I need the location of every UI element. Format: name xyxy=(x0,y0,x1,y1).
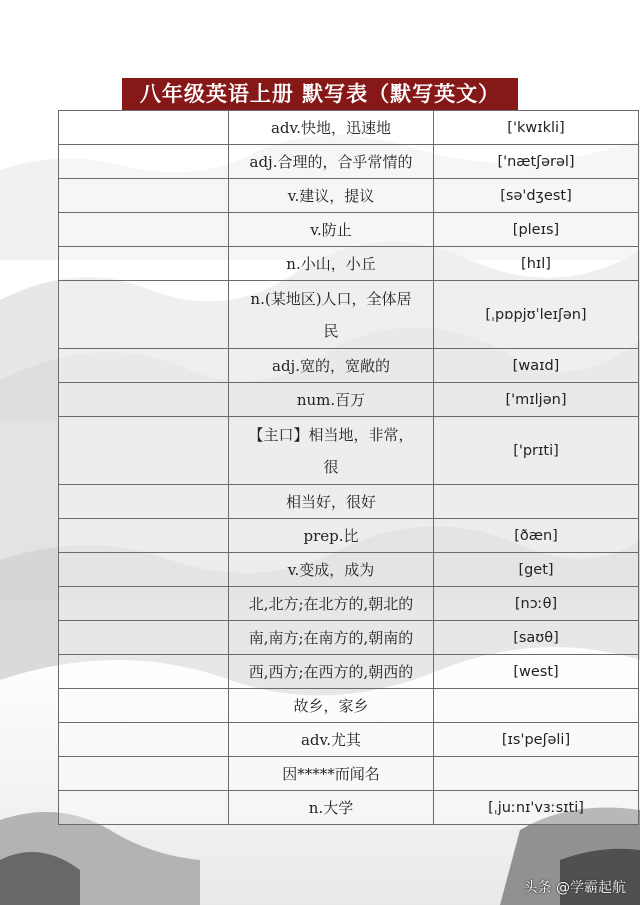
word-cell[interactable] xyxy=(59,281,229,349)
phonetic-cell xyxy=(434,689,639,723)
watermark: 头条 @学霸起航 xyxy=(523,880,626,896)
table-row xyxy=(59,247,639,281)
meaning-cell: 相当好，很好 xyxy=(229,485,434,519)
word-cell[interactable] xyxy=(59,417,229,485)
word-cell[interactable] xyxy=(59,723,229,757)
word-cell[interactable] xyxy=(59,111,229,145)
phonetic-cell: ['prɪti] xyxy=(434,417,639,485)
word-cell[interactable] xyxy=(59,213,229,247)
table-row xyxy=(59,655,639,689)
phonetic-cell: [nɔːθ] xyxy=(434,587,639,621)
word-cell[interactable] xyxy=(59,689,229,723)
word-cell[interactable] xyxy=(59,485,229,519)
meaning-cell: adv.快地，迅速地 xyxy=(229,111,434,145)
phonetic-cell: [saʊθ] xyxy=(434,621,639,655)
word-cell[interactable] xyxy=(59,179,229,213)
meaning-cell: prep.比 xyxy=(229,519,434,553)
phonetic-cell: ['kwɪkli] xyxy=(434,111,639,145)
phonetic-cell: ['nætʃərəl] xyxy=(434,145,639,179)
meaning-cell: v.变成，成为 xyxy=(229,553,434,587)
table-row xyxy=(59,383,639,417)
phonetic-cell: ['mɪljən] xyxy=(434,383,639,417)
phonetic-cell: [waɪd] xyxy=(434,349,639,383)
phonetic-cell: [ðæn] xyxy=(434,519,639,553)
table-row xyxy=(59,417,639,485)
word-cell[interactable] xyxy=(59,349,229,383)
vocabulary-table xyxy=(58,110,639,825)
page-title: 八年级英语上册 默写表（默写英文） xyxy=(122,78,518,110)
meaning-cell: adj.宽的，宽敞的 xyxy=(229,349,434,383)
table-row xyxy=(59,519,639,553)
table-row xyxy=(59,145,639,179)
table-row xyxy=(59,757,639,791)
meaning-cell: 故乡，家乡 xyxy=(229,689,434,723)
phonetic-cell: [ˌpɒpjʊˈleɪʃən] xyxy=(434,281,639,349)
meaning-cell: 因*****而闻名 xyxy=(229,757,434,791)
phonetic-cell: [get] xyxy=(434,553,639,587)
phonetic-cell: [west] xyxy=(434,655,639,689)
phonetic-cell: [hɪl] xyxy=(434,247,639,281)
meaning-cell: num.百万 xyxy=(229,383,434,417)
phonetic-cell: [sə'dʒest] xyxy=(434,179,639,213)
word-cell[interactable] xyxy=(59,655,229,689)
phonetic-cell: [ɪs'peʃəli] xyxy=(434,723,639,757)
meaning-cell: n.小山，小丘 xyxy=(229,247,434,281)
table-row xyxy=(59,485,639,519)
table-row xyxy=(59,723,639,757)
word-cell[interactable] xyxy=(59,621,229,655)
phonetic-cell xyxy=(434,757,639,791)
table-row xyxy=(59,213,639,247)
table-row xyxy=(59,281,639,349)
table-row xyxy=(59,621,639,655)
meaning-cell: 北,北方;在北方的,朝北的 xyxy=(229,587,434,621)
word-cell[interactable] xyxy=(59,145,229,179)
table-row xyxy=(59,791,639,825)
meaning-cell: adj.合理的，合乎常情的 xyxy=(229,145,434,179)
meaning-cell: v.建议，提议 xyxy=(229,179,434,213)
word-cell[interactable] xyxy=(59,247,229,281)
word-cell[interactable] xyxy=(59,519,229,553)
meaning-line: 【主口】相当地，非常， xyxy=(248,425,414,444)
meaning-cell: n.大学 xyxy=(229,791,434,825)
meaning-line: 民 xyxy=(323,321,339,340)
meaning-cell xyxy=(229,417,434,485)
table-row xyxy=(59,349,639,383)
table-row xyxy=(59,587,639,621)
meaning-cell xyxy=(229,281,434,349)
phonetic-cell xyxy=(434,485,639,519)
meaning-cell: adv.尤其 xyxy=(229,723,434,757)
phonetic-cell: [pleɪs] xyxy=(434,213,639,247)
meaning-line: 很 xyxy=(323,457,339,476)
meaning-cell: 南,南方;在南方的,朝南的 xyxy=(229,621,434,655)
word-cell[interactable] xyxy=(59,553,229,587)
table-row xyxy=(59,179,639,213)
word-cell[interactable] xyxy=(59,587,229,621)
table-row xyxy=(59,553,639,587)
phonetic-cell: [ˌjuːnɪ'vɜːsɪti] xyxy=(434,791,639,825)
meaning-cell: 西,西方;在西方的,朝西的 xyxy=(229,655,434,689)
word-cell[interactable] xyxy=(59,791,229,825)
meaning-cell: v.防止 xyxy=(229,213,434,247)
table-row xyxy=(59,111,639,145)
word-cell[interactable] xyxy=(59,383,229,417)
word-cell[interactable] xyxy=(59,757,229,791)
meaning-line: n.(某地区)人口，全体居 xyxy=(250,289,412,308)
table-row xyxy=(59,689,639,723)
